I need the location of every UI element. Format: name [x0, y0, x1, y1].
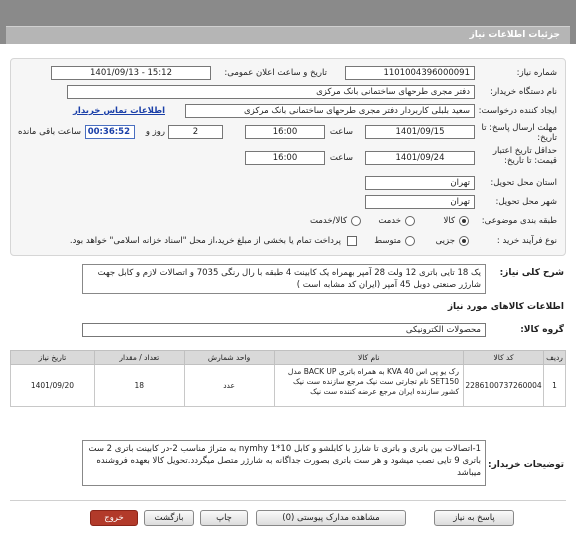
buyer-contact-link[interactable]: اطلاعات تماس خریدار [73, 106, 165, 116]
treasury-note: پرداخت تمام یا بخشی از مبلغ خرید،از محل "اسناد خزانه اسلامی" خواهد بود. [69, 236, 341, 246]
buyer-notes-box: 1-اتصالات بین باتری و باتری تا شارژ با کابلشو و کابل 10*1 nymhy به متراژ مناسب 2-در کابینت باتری 2 ست باتری 9 تایی نصب میشود و هر ست باتری بصورت جداگانه به شارژر متصل میگردد.تحویل کالا بعهده فروشنده میباشد [82, 440, 486, 486]
details-panel [10, 58, 566, 256]
cell-unit: عدد [184, 365, 274, 407]
attachments-button[interactable]: مشاهده مدارک پیوستی (0) [256, 510, 406, 526]
need-number-label: شماره نیاز: [516, 68, 557, 78]
back-button[interactable]: بازگشت [144, 510, 194, 526]
deadline-time-label: ساعت [329, 127, 353, 137]
col-date: تاریخ نیاز [11, 351, 95, 365]
need-number-field: 1101004396000091 [345, 66, 475, 80]
page-title: جزئیات اطلاعات نیاز [469, 30, 560, 40]
cell-date: 1401/09/20 [11, 365, 95, 407]
col-unit: واحد شمارش [184, 351, 274, 365]
deadline-label: مهلت ارسال پاسخ: تا تاریخ: [481, 123, 557, 143]
buyer-field: دفتر مجری طرحهای ساختمانی بانک مرکزی [67, 85, 475, 99]
province-field: تهران [365, 176, 475, 190]
deadline-time-field: 16:00 [245, 125, 325, 139]
summary-box: یک 18 تایی باتری 12 ولت 28 آمپر بهمراه یک کابینت 4 طبقه با رال رنگی 7035 و اتصالات لازم و کابل جهت شارژر صنعتی دوبل 45 آمپر (ایران کد مشابه است ) [82, 264, 486, 294]
remaining-time-field: 00:36:52 [85, 125, 135, 139]
col-code: کد کالا [464, 351, 544, 365]
process-label: نوع فرآیند خرید : [496, 236, 557, 246]
validity-time-field: 16:00 [245, 151, 325, 165]
process-radio-minor[interactable] [459, 236, 469, 246]
announce-label: تاریخ و ساعت اعلان عمومی: [224, 68, 327, 78]
goods-table [10, 350, 566, 407]
deadline-date-field: 1401/09/15 [365, 125, 475, 139]
col-name: نام کالا [274, 351, 464, 365]
col-qty: تعداد / مقدار [94, 351, 184, 365]
city-field: تهران [365, 195, 475, 209]
process-option-medium: متوسط [374, 236, 401, 246]
category-option-goods: کالا [443, 216, 455, 226]
category-label: طبقه بندی موضوعی: [481, 216, 557, 226]
validity-time-label: ساعت [329, 153, 353, 163]
cell-row: 1 [544, 365, 566, 407]
goods-title: اطلاعات کالاهای مورد نیاز [447, 302, 564, 312]
treasury-checkbox[interactable] [347, 236, 357, 246]
process-radio-medium[interactable] [405, 236, 415, 246]
announce-field: 1401/09/13 - 15:12 [51, 66, 211, 80]
province-label: استان محل تحویل: [490, 178, 557, 188]
days-label: روز و [145, 127, 165, 137]
goods-group-label: گروه کالا: [520, 325, 564, 335]
exit-button[interactable]: خروج [90, 510, 138, 526]
category-radio-goods[interactable] [459, 216, 469, 226]
table-header-row [11, 351, 566, 365]
requester-field: سعید بلبلی کاربردار دفتر مجری طرحهای ساختمانی بانک مرکزی [185, 104, 475, 118]
category-option-both: کالا/خدمت [310, 216, 347, 226]
title-bar [6, 26, 570, 44]
col-row: ردیف [544, 351, 566, 365]
category-radio-both[interactable] [351, 216, 361, 226]
buyer-label: نام دستگاه خریدار: [490, 87, 557, 97]
divider [10, 500, 566, 501]
category-radio-service[interactable] [405, 216, 415, 226]
validity-date-field: 1401/09/24 [365, 151, 475, 165]
days-field: 2 [168, 125, 223, 139]
page-header [0, 0, 576, 44]
category-option-service: خدمت [378, 216, 401, 226]
goods-group-field: محصولات الکترونیکی [82, 323, 486, 337]
buyer-notes-label: توضیحات خریدار: [488, 460, 564, 470]
cell-code: 2286100737260004 [464, 365, 544, 407]
validity-label: حداقل تاریخ اعتبار قیمت: تا تاریخ: [492, 146, 557, 166]
cell-name: رک یو پی اس KVA 40 به همراه باتری BACK UP مدل SET150 نام تجارتی ست نیک مرجع سازنده ست نیک کشور سازنده ایران مرجع عرضه کننده ست نیک [274, 365, 464, 407]
cell-qty: 18 [94, 365, 184, 407]
summary-label: شرح کلی نیاز: [499, 268, 564, 278]
requester-label: ایجاد کننده درخواست: [478, 106, 557, 116]
remaining-label: ساعت باقی مانده [17, 127, 81, 137]
city-label: شهر محل تحویل: [495, 197, 557, 207]
table-row [11, 365, 566, 407]
reply-button[interactable]: پاسخ به نیاز [434, 510, 514, 526]
print-button[interactable]: چاپ [200, 510, 248, 526]
process-option-minor: جزیی [435, 236, 455, 246]
